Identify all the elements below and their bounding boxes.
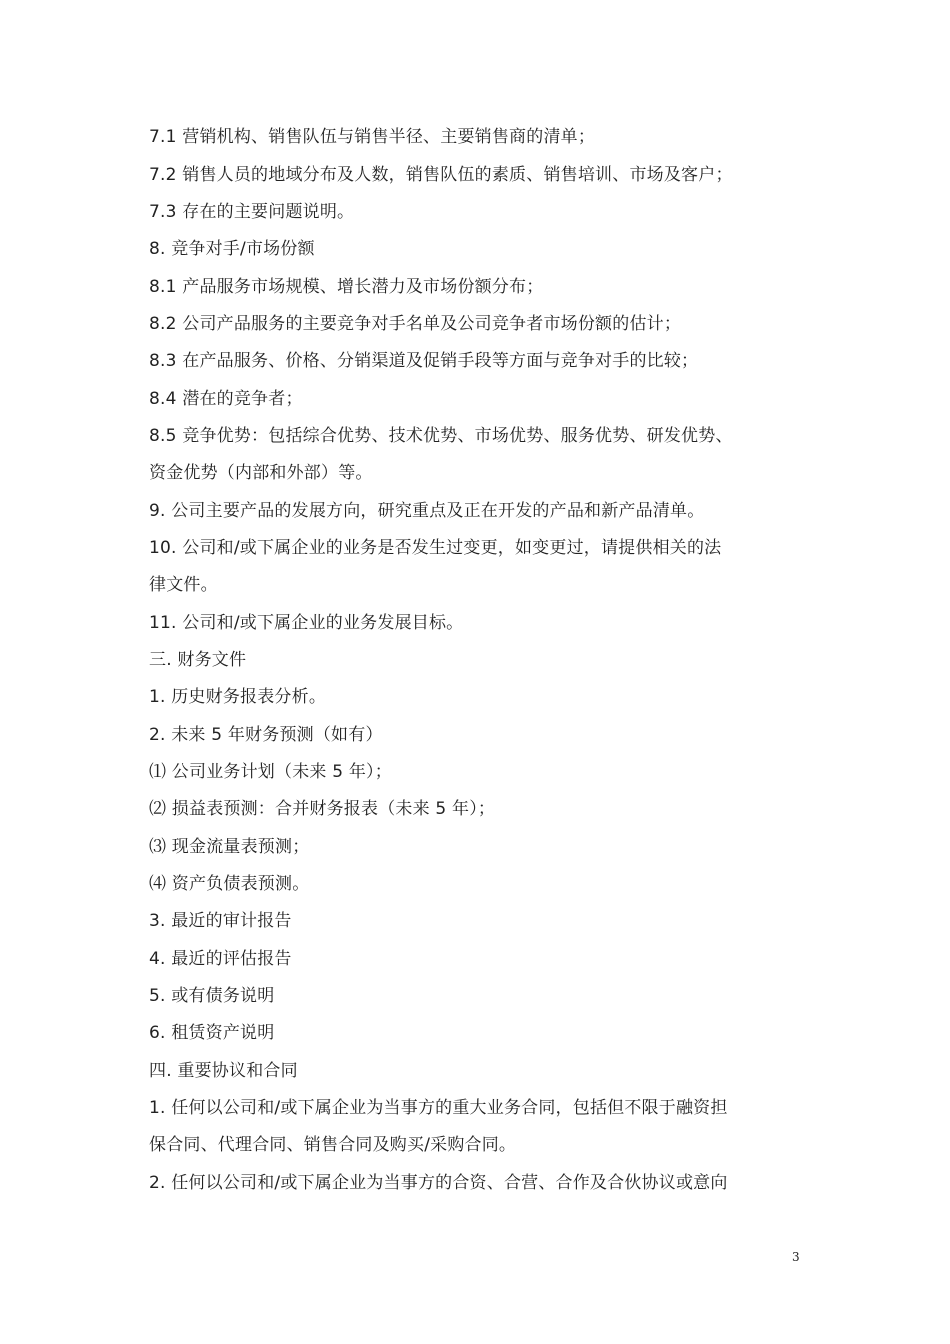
text-line: 7.1 营销机构、销售队伍与销售半径、主要销售商的清单； xyxy=(149,127,596,147)
section-heading: 三. 财务文件 xyxy=(149,650,247,670)
page-number: 3 xyxy=(792,1250,800,1264)
text-line: 2. 任何以公司和/或下属企业为当事方的合资、合营、合作及合伙协议或意向 xyxy=(149,1173,728,1193)
text-line: 5. 或有债务说明 xyxy=(149,986,275,1006)
text-line: ⑶ 现金流量表预测； xyxy=(149,837,310,857)
text-line: 9. 公司主要产品的发展方向，研究重点及正在开发的产品和新产品清单。 xyxy=(149,501,705,521)
text-line: 10. 公司和/或下属企业的业务是否发生过变更，如变更过，请提供相关的法 xyxy=(149,538,722,558)
text-line: 11. 公司和/或下属企业的业务发展目标。 xyxy=(149,613,464,633)
text-line: 2. 未来 5 年财务预测（如有） xyxy=(149,725,383,745)
text-line: 8.4 潜在的竞争者； xyxy=(149,389,303,409)
text-line: 8.1 产品服务市场规模、增长潜力及市场份额分布； xyxy=(149,277,544,297)
text-line: 7.2 销售人员的地域分布及人数，销售队伍的素质、销售培训、市场及客户； xyxy=(149,165,733,185)
text-line: 4. 最近的评估报告 xyxy=(149,949,292,969)
text-line: 3. 最近的审计报告 xyxy=(149,911,292,931)
text-line: ⑴ 公司业务计划（未来 5 年）； xyxy=(149,762,392,782)
text-line: 1. 任何以公司和/或下属企业为当事方的重大业务合同，包括但不限于融资担 xyxy=(149,1098,728,1118)
text-line: 7.3 存在的主要问题说明。 xyxy=(149,202,355,222)
text-line: 保合同、代理合同、销售合同及购买/采购合同。 xyxy=(149,1135,517,1155)
section-heading: 四. 重要协议和合同 xyxy=(149,1061,298,1081)
text-line: 律文件。 xyxy=(149,575,218,595)
text-line: 8.2 公司产品服务的主要竞争对手名单及公司竞争者市场份额的估计； xyxy=(149,314,682,334)
text-line: 8.5 竞争优势：包括综合优势、技术优势、市场优势、服务优势、研发优势、 xyxy=(149,426,733,446)
text-line: 1. 历史财务报表分析。 xyxy=(149,687,327,707)
text-line: 8.3 在产品服务、价格、分销渠道及促销手段等方面与竞争对手的比较； xyxy=(149,351,699,371)
section-heading: 8. 竞争对手/市场份额 xyxy=(149,239,315,259)
text-line: ⑵ 损益表预测：合并财务报表（未来 5 年）； xyxy=(149,799,496,819)
text-line: 6. 租赁资产说明 xyxy=(149,1023,275,1043)
text-line: ⑷ 资产负债表预测。 xyxy=(149,874,310,894)
text-line: 资金优势（内部和外部）等。 xyxy=(149,463,373,483)
